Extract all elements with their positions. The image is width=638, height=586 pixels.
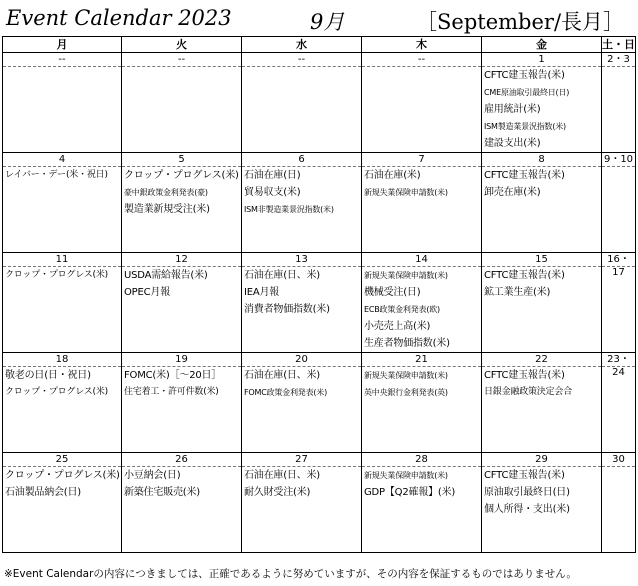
day-cell <box>242 253 362 353</box>
weekend-dates: 30 <box>602 453 635 467</box>
day-number: 14 <box>362 253 481 267</box>
calendar-title: Event Calendar 2023 <box>6 6 232 30</box>
day-cell <box>482 253 602 353</box>
day-cell <box>3 53 122 153</box>
day-number: 27 <box>242 453 361 467</box>
event-item: 機械受注(日) <box>364 287 421 298</box>
day-cell <box>482 453 602 553</box>
weekday-header-row <box>3 37 636 53</box>
day-number: 13 <box>242 253 361 267</box>
event-item: FOMC(米)［～20日］ <box>124 370 222 381</box>
event-item: 新規失業保険申請数(米) <box>364 271 448 280</box>
event-item: ISM非製造業景況指数(米) <box>244 205 334 214</box>
weekend-cell <box>602 353 636 453</box>
event-item: CFTC建玉報告(米) <box>484 170 565 181</box>
weekend-cell <box>602 53 636 153</box>
day-cell <box>242 453 362 553</box>
day-number: 15 <box>482 253 601 267</box>
day-cell <box>362 353 482 453</box>
day-cell <box>122 153 242 253</box>
day-cell <box>362 53 482 153</box>
event-item: 新規失業保険申請数(米) <box>364 471 448 480</box>
event-item: クロップ・プログレス(米) <box>5 387 108 397</box>
event-item: 英中央銀行金利発表(英) <box>364 388 448 397</box>
event-item: 生産者物価指数(米) <box>364 338 450 349</box>
weekday-header: 火 <box>122 37 242 53</box>
day-cell <box>482 353 602 453</box>
event-item: クロップ・プログレス(米) <box>5 270 108 280</box>
weekday-header: 水 <box>242 37 362 53</box>
day-number: 1 <box>482 53 601 67</box>
day-number: 5 <box>122 153 241 167</box>
weekday-header: 木 <box>362 37 482 53</box>
event-item: レイバー・デー(米・祝日) <box>5 170 108 180</box>
day-cell <box>3 353 122 453</box>
day-number: 20 <box>242 353 361 367</box>
day-cell <box>482 53 602 153</box>
event-item: 新規失業保険申請数(米) <box>364 371 448 380</box>
day-cell <box>362 453 482 553</box>
event-item: クロップ・プログレス(米) <box>5 470 120 481</box>
day-cell <box>482 153 602 253</box>
event-item: GDP【Q2確報】(米) <box>364 487 456 498</box>
week-row <box>3 253 636 353</box>
event-item: クロップ・プログレス(米) <box>124 170 239 181</box>
day-cell <box>122 253 242 353</box>
day-cell <box>122 53 242 153</box>
day-number: 19 <box>122 353 241 367</box>
event-item: ECB政策金利発表(欧) <box>364 305 440 314</box>
day-cell <box>242 353 362 453</box>
event-item: 個人所得・支出(米) <box>484 504 570 515</box>
event-item: 石油在庫(日) <box>244 170 301 181</box>
day-cell <box>362 153 482 253</box>
day-number: 25 <box>3 453 121 467</box>
event-item: 住宅着工・許可件数(米) <box>124 387 219 397</box>
event-item: 敬老の日(日・祝日) <box>5 370 91 381</box>
event-item: 耐久財受注(米) <box>244 487 311 498</box>
weekday-header: 月 <box>3 37 122 53</box>
event-item: CFTC建玉報告(米) <box>484 70 565 81</box>
event-item: 原油取引最終日(日) <box>484 487 570 498</box>
weekday-header: 土・日 <box>602 38 635 51</box>
day-cell <box>3 153 122 253</box>
event-item: CFTC建玉報告(米) <box>484 270 565 281</box>
day-number: 22 <box>482 353 601 367</box>
day-number: 21 <box>362 353 481 367</box>
day-cell <box>3 453 122 553</box>
day-number: -- <box>3 53 121 67</box>
event-item: ISM製造業景況指数(米) <box>484 122 566 131</box>
event-item: 豪中銀政策金利発表(豪) <box>124 188 208 197</box>
day-number: -- <box>362 53 481 67</box>
event-item: 石油在庫(米) <box>364 170 421 181</box>
day-number: 28 <box>362 453 481 467</box>
day-cell <box>242 53 362 153</box>
day-number: 29 <box>482 453 601 467</box>
week-row <box>3 153 636 253</box>
week-row <box>3 53 636 153</box>
event-item: 雇用統計(米) <box>484 104 541 115</box>
event-item: 貿易収支(米) <box>244 187 301 198</box>
day-number: 6 <box>242 153 361 167</box>
event-item: 消費者物価指数(米) <box>244 304 330 315</box>
day-number: 8 <box>482 153 601 167</box>
event-item: 鉱工業生産(米) <box>484 287 551 298</box>
event-item: CFTC建玉報告(米) <box>484 470 565 481</box>
event-item: 新規失業保険申請数(米) <box>364 188 448 197</box>
event-item: 卸売在庫(米) <box>484 187 541 198</box>
day-number: 26 <box>122 453 241 467</box>
weekend-dates: 2・3 <box>602 53 635 67</box>
event-item: 石油在庫(日、米) <box>244 270 321 281</box>
weekend-dates: 9・10 <box>603 154 634 165</box>
disclaimer-footnote: ※Event Calendarの内容につきましては、正確であるように努めていますが、その内容を保証するものではありません。 <box>4 568 577 580</box>
event-item: CME原油取引最終日(日) <box>484 88 570 97</box>
event-item: 石油在庫(日、米) <box>244 470 321 481</box>
day-number: 11 <box>3 253 121 267</box>
event-item: 石油製品納会(日) <box>5 487 82 498</box>
weekday-header: 金 <box>482 37 602 53</box>
day-cell <box>122 353 242 453</box>
day-number: -- <box>242 53 361 67</box>
event-item: 新築住宅販売(米) <box>124 487 201 498</box>
weekend-dates: 23・24 <box>602 353 635 367</box>
weekend-cell <box>602 453 636 553</box>
day-number: 12 <box>122 253 241 267</box>
week-row <box>3 453 636 553</box>
weekend-cell <box>602 253 636 353</box>
calendar-grid <box>2 36 636 553</box>
event-item: 小豆納会(日) <box>124 470 181 481</box>
event-item: 建設支出(米) <box>484 138 541 149</box>
event-item: USDA需給報告(米) <box>124 270 208 281</box>
event-item: IEA月報 <box>244 287 280 298</box>
event-item: 製造業新規受注(米) <box>124 204 210 215</box>
day-cell <box>362 253 482 353</box>
day-number: 18 <box>3 353 121 367</box>
event-item: 日銀金融政策決定会合 <box>484 387 573 397</box>
event-item: OPEC月報 <box>124 287 171 298</box>
day-cell <box>3 253 122 353</box>
day-cell <box>122 453 242 553</box>
event-item: 石油在庫(日、米) <box>244 370 321 381</box>
day-number: 7 <box>362 153 481 167</box>
event-item: CFTC建玉報告(米) <box>484 370 565 381</box>
event-item: FOMC政策金利発表(米) <box>244 388 328 397</box>
event-item: 小売売上高(米) <box>364 321 431 332</box>
weekend-cell <box>602 153 636 253</box>
month-english-label: ［September/長月］ <box>416 10 625 34</box>
weekend-dates: 16・17 <box>602 253 635 267</box>
day-number: -- <box>122 53 241 67</box>
week-row <box>3 353 636 453</box>
day-number: 4 <box>3 153 121 167</box>
month-label: 9月 <box>310 10 345 34</box>
day-cell <box>242 153 362 253</box>
